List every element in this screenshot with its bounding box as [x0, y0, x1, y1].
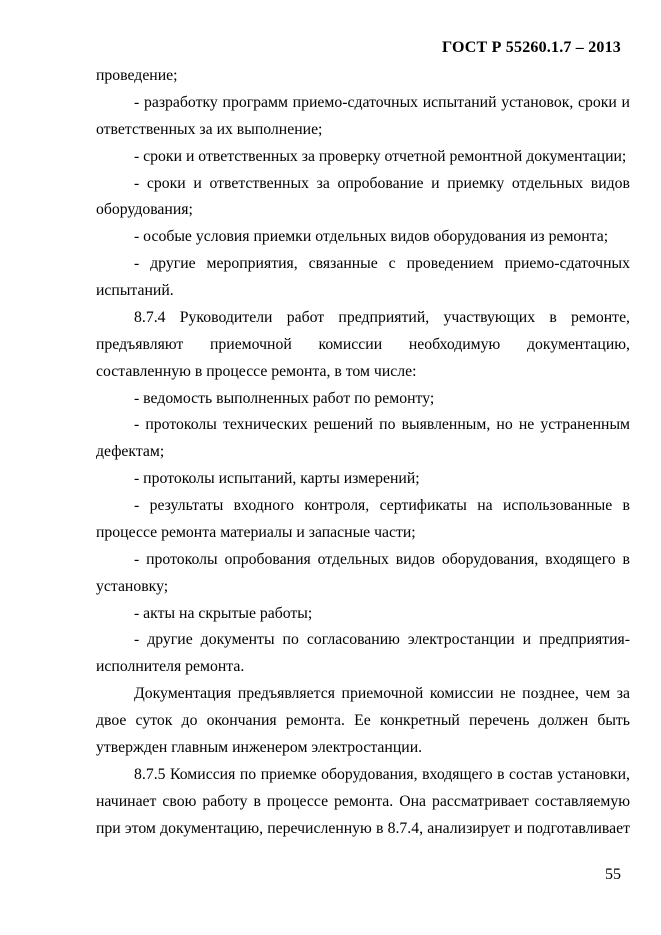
document-code-header: ГОСТ Р 55260.1.7 – 2013 [441, 39, 621, 56]
document-body [96, 63, 630, 842]
list-item: - сроки и ответственных за проверку отчетной ремонтной документации; [134, 147, 627, 165]
list-item: - протоколы испытаний, карты измерений; [134, 470, 420, 488]
list-item: - результаты входного контроля, сертификаты на использованные в процессе ремонта материалы и запасные части; [96, 497, 630, 541]
page-number: 55 [605, 866, 621, 883]
list-item: - другие документы по согласованию электростанции и предприятия-исполнителя ремонта. [96, 631, 630, 676]
section-paragraph-8-7-4: 8.7.4 Руководители работ предприятий, участвующих в ремонте, предъявляют приемочной комиссии необходимую документацию, составленную в процессе ремонта, в том числе: [96, 308, 630, 380]
list-item: - протоколы опробования отдельных видов оборудования, входящего в установку; [96, 550, 630, 595]
list-item: - акты на скрытые работы; [134, 604, 313, 622]
paragraph: проведение; [96, 67, 178, 84]
list-item: - сроки и ответственных за опробование и приемку отдельных видов оборудования; [96, 174, 630, 219]
paragraph: Документация предъявляется приемочной комиссии не позднее, чем за двое суток до окончания ремонта. Ее конкретный перечень должен быть утвержден главным инженером электростанции. [96, 685, 630, 756]
list-item: - особые условия приемки отдельных видов оборудования из ремонта; [134, 228, 609, 246]
list-item: - ведомость выполненных работ по ремонту; [134, 389, 435, 407]
section-paragraph-8-7-5: 8.7.5 Комиссия по приемке оборудования, входящего в состав установки, начинает свою работу в процессе ремонта. Она рассматривает составляемую при этом документацию, перечисленную в 8.7.4, анализирует и подготавливает [96, 765, 630, 837]
list-item: - разработку программ приемо-сдаточных испытаний установок, сроки и ответственных за их выполнение; [96, 93, 630, 138]
list-item: - протоколы технических решений по выявленным, но не устраненным дефектам; [96, 416, 630, 461]
list-item: - другие мероприятия, связанные с проведением приемо-сдаточных испытаний. [96, 255, 630, 299]
